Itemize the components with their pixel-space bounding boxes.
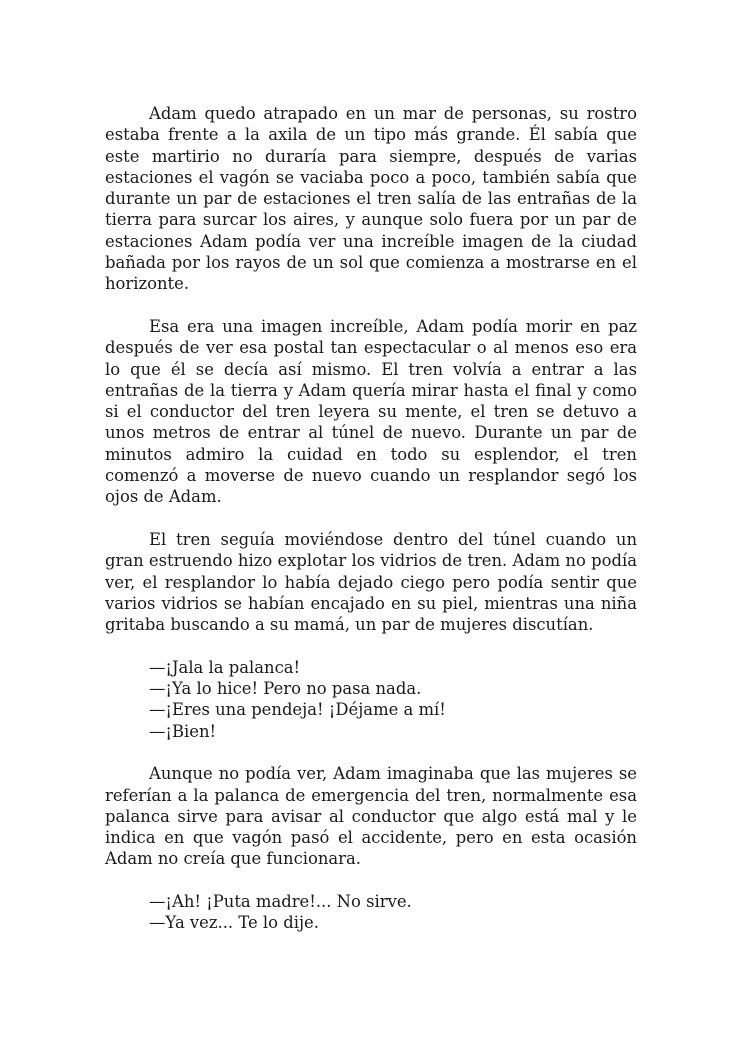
dialog-line: —Ya vez... Te lo dije. xyxy=(149,913,319,933)
dialog-block-2 xyxy=(105,891,637,934)
paragraph-2: Esa era una imagen increíble, Adam podía morir en paz después de ver esa postal tan espectacular o al menos eso era lo que él se decía así mismo. El tren volvía a entrar a las entrañas de la tierra y Adam quería mirar hasta el final y como si el conductor del tren leyera su mente, el tren se detuvo a unos metros de entrar al túnel de nuevo. Durante un par de minutos admiro la cuidad en todo su esplendor, el tren comenzó a moverse de nuevo cuando un resplandor segó los ojos de Adam. xyxy=(105,316,637,507)
body-text xyxy=(105,103,637,955)
paragraph-3: El tren seguía moviéndose dentro del túnel cuando un gran estruendo hizo explotar los vidrios de tren. Adam no podía ver, el resplandor lo había dejado ciego pero podía sentir que varios vidrios se habían encajado en su piel, mientras una niña gritaba buscando a su mamá, un par de mujeres discutían. xyxy=(105,529,637,635)
paragraph-4: Aunque no podía ver, Adam imaginaba que las mujeres se referían a la palanca de emergencia del tren, normalmente esa palanca sirve para avisar al conductor que algo está mal y le indica en que vagón pasó el accidente, pero en esta ocasión Adam no creía que funcionara. xyxy=(105,764,637,869)
dialog-line: —¡Ya lo hice! Pero no pasa nada. xyxy=(149,679,422,699)
dialog-line: —¡Jala la palanca! xyxy=(149,657,301,677)
dialog-line: —¡Ah! ¡Puta madre!... No sirve. xyxy=(149,891,412,911)
paragraph-1: Adam quedo atrapado en un mar de personas, su rostro estaba frente a la axila de un tipo más grande. Él sabía que este martirio no duraría para siempre, después de varias estaciones el vagón se vaciaba poco a poco, también sabía que durante un par de estaciones el tren salía de las entrañas de la tierra para surcar los aires, y aunque solo fuera por un par de estaciones Adam podía ver una increíble imagen de la ciudad bañada por los rayos de un sol que comienza a mostrarse en el horizonte. xyxy=(105,104,637,294)
dialog-line: —¡Eres una pendeja! ¡Déjame a mí! xyxy=(149,700,446,720)
dialog-line: —¡Bien! xyxy=(149,721,217,741)
dialog-block-1 xyxy=(105,657,637,742)
